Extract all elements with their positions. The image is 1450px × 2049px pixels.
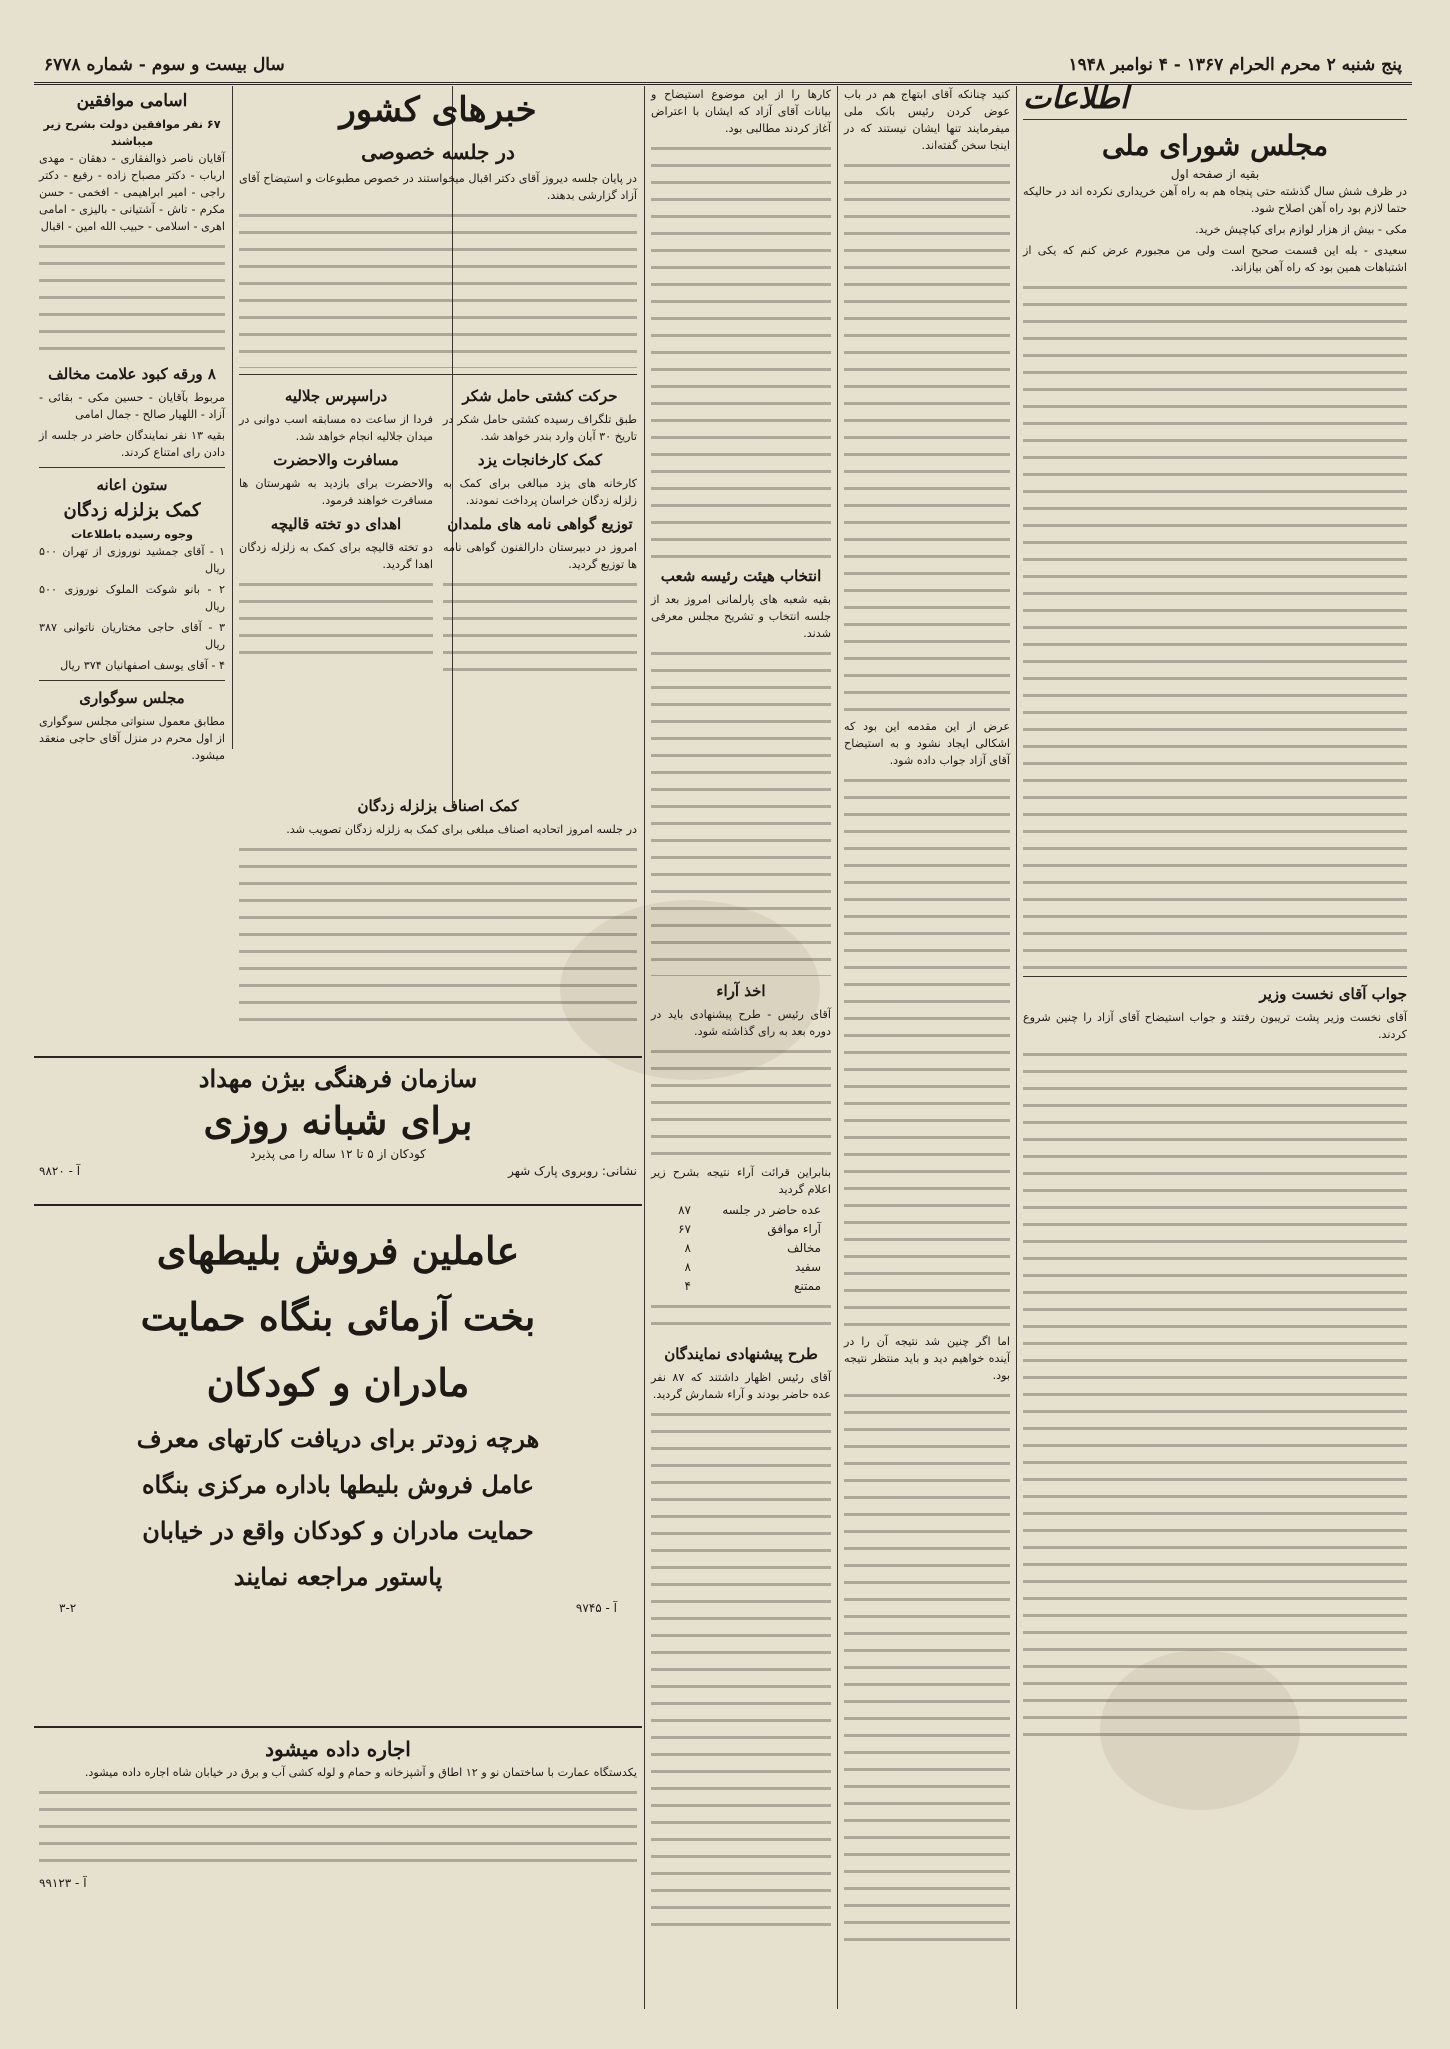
vote-value: ۴ <box>684 1279 691 1293</box>
ehda-title: اهدای دو تخته قالیچه <box>270 515 402 533</box>
ad-lottery-line7: پاستور مراجعه نمایند <box>233 1562 443 1591</box>
text-block <box>1023 1047 1407 1747</box>
text-block <box>651 1407 831 1927</box>
paragraph: کنید چنانکه آقای ابتهاج هم در باب عوض کردن رئیس بانک ملی میفرمایند تنها ایشان نیستند که در اینجا سخن گفته‌اند. <box>844 88 1010 152</box>
harekat-title: حرکت کشتی حامل شکر <box>462 387 618 405</box>
text-block <box>844 773 1010 1333</box>
text-block <box>239 208 637 368</box>
supporters-subtitle: ۶۷ نفر موافقین دولت بشرح زیر میباشند <box>43 118 221 148</box>
paragraph: کارخانه های یزد مبالغی برای کمک به زلزله زدگان خراسان پرداخت نمودند. <box>443 477 637 507</box>
column-divider <box>232 86 233 749</box>
vote-label: سفید <box>794 1260 821 1274</box>
earthquake-aid-title: کمک بزلزله زدگان <box>63 500 201 521</box>
news-title: خبرهای کشور <box>339 90 537 130</box>
opponents-title: ۸ ورقه کبود علامت مخالف <box>48 365 216 383</box>
ad-rent <box>34 1726 642 1976</box>
news-subcolumns <box>239 381 637 677</box>
masthead-issue: سال بیست و سوم - شماره ۶۷۷۸ <box>44 55 285 75</box>
paragraph: بقیه شعبه های پارلمانی امروز بعد از جلسه انتخاب و تشریح مجلس معرفی شدند. <box>651 593 831 640</box>
text-block <box>443 577 637 677</box>
text-block <box>651 1044 831 1164</box>
paragraph: عرض از این مقدمه این بود که اشکالی ایجاد نشود و به استیضاح آقای آزاد جواب داده شود. <box>844 720 1010 767</box>
donation-item: ۴ - آقای یوسف اصفهانیان ۳۷۴ ریال <box>60 659 225 672</box>
ad-rent-title: اجاره داده میشود <box>265 1737 411 1761</box>
parliament-title: مجلس شورای ملی <box>1101 129 1329 162</box>
ad-rent-phone: آ - ۹۹۱۲۳ <box>39 1876 87 1890</box>
donation-subtitle: وجوه رسیده باطلاعات <box>70 528 194 541</box>
column-parliament <box>1018 81 1412 2009</box>
komak-title: کمک کارخانجات یزد <box>477 451 603 469</box>
fayz-title: دراسپرس جلالیه <box>284 387 388 405</box>
ad-culture-line1: سازمان فرهنگی بیژن مهداد <box>198 1064 478 1093</box>
news-subtitle: در جلسه خصوصی <box>361 140 515 164</box>
paragraph: اما اگر چنین شد نتیجه آن را در آینده خواهیم دید و باید منتظر نتیجه بود. <box>844 1335 1010 1382</box>
ad-lottery-line1: عاملین فروش بلیطهای <box>156 1228 520 1273</box>
paragraph: سعیدی - بله این قسمت صحیح است ولی من مجبورم عرض کنم که یکی از اشتباهات همین بود که راه آهن بیازاند. <box>1023 244 1407 274</box>
paragraph: طبق تلگراف رسیده کشتی حامل شکر در تاریخ ۳۰ آبان وارد بندر خواهد شد. <box>443 413 637 443</box>
ad-lottery-code-left: ۳-۲ <box>59 1601 77 1615</box>
votes-header: بنابراین قرائت آراء نتیجه بشرح زیر اعلام گردید <box>651 1166 831 1196</box>
text-block <box>39 1785 637 1875</box>
paragraph: در پایان جلسه دیروز آقای دکتر اقبال میخواستند در خصوص مطبوعات و استیضاح آقای آزاد گزارشی بدهند. <box>239 172 637 202</box>
divider <box>39 467 225 468</box>
donation-column-title: ستون اعانه <box>96 476 168 494</box>
ad-lottery-line2: بخت آزمائی بنگاه حمایت <box>140 1294 536 1339</box>
supporters-title: اسامی موافقین <box>76 91 188 111</box>
paragraph: امروز در دبیرستان دارالفنون گواهی نامه ها توزیع گردید. <box>443 541 637 571</box>
text-block <box>844 1388 1010 1948</box>
paragraph: آقای رئیس اظهار داشتند که ۸۷ نفر عده حاضر بودند و آراء شمارش گردید. <box>651 1371 831 1401</box>
paragraph: مکی - بیش از هزار لوازم برای کیاچیش خرید. <box>1195 223 1407 236</box>
paragraph: مطابق معمول سنواتی مجلس سوگواری از اول محرم در منزل آقای حاجی منعقد میشود. <box>39 715 225 762</box>
ad-culture <box>34 1056 642 1206</box>
parliament-subtitle: بقیه از صفحه اول <box>1170 167 1260 181</box>
column-supporters <box>34 86 230 762</box>
divider <box>1023 976 1407 977</box>
supporters-names: آقایان ناصر ذوالفقاری - دهقان - مهدی ارباب - دکتر مصباح زاده - رفیع - دکتر راجی - امیر ابراهیمی - افخمی - حسن مکرم - تاش - آشتیانی - بالیزی - امامی اهری - اسلامی - حبیب الله امین - اقبال <box>39 152 225 233</box>
news-subcolumn <box>239 381 433 677</box>
divider <box>1023 119 1407 120</box>
vote-value: ۸ <box>684 1241 691 1255</box>
paragraph: در جلسه امروز اتحادیه اصناف مبلغی برای کمک به زلزله زدگان تصویب شد. <box>286 823 637 836</box>
column-news-lower <box>234 791 642 1046</box>
ad-culture-footer <box>39 1163 637 1180</box>
ad-culture-line4: نشانی: روبروی پارک شهر <box>507 1164 637 1178</box>
column-parliament-cont <box>839 86 1015 2009</box>
column-divider <box>1016 86 1017 2009</box>
text-block <box>1023 280 1407 970</box>
votes-table <box>661 1202 821 1295</box>
columns-grid <box>34 81 1412 2009</box>
paragraph: دو تخته قالیچه برای کمک به زلزله زدگان اهدا گردید. <box>239 541 433 571</box>
masthead <box>34 48 1412 85</box>
column-divider <box>644 86 645 2009</box>
vote-label: آراء موافق <box>767 1222 821 1236</box>
vote-value: ۸ <box>684 1260 691 1274</box>
ad-culture-line2: برای شبانه روزی <box>203 1098 473 1143</box>
ad-culture-line3: کودکان از ۵ تا ۱۲ ساله را می پذیرد <box>250 1147 426 1161</box>
column-divider <box>837 86 838 2009</box>
akhz-title: اخذ آراء <box>716 982 766 1000</box>
masthead-date: پنج شنبه ۲ محرم الحرام ۱۳۶۷ - ۴ نوامبر ۱۹۴۸ <box>1068 55 1402 75</box>
tozi-title: توزیع گواهی نامه های ملمدان <box>447 515 633 533</box>
paragraph: کارها را از این موضوع استیضاح و بیانات آقای آزاد که ایشان با اعتراض آغاز کردند مطالبی بود. <box>651 88 831 135</box>
text-block <box>39 239 225 359</box>
divider <box>239 374 637 375</box>
pm-answer-title: جواب آقای نخست وزیر <box>1259 985 1407 1003</box>
text-block <box>844 158 1010 718</box>
tarh-title: طرح پیشنهادی نمایندگان <box>664 1345 818 1363</box>
paragraph: در ظرف شش سال گذشته حتی پنجاه هم به راه آهن خریداری نکرده اند در حالیکه حتما لازم بود راه آهن اصلاح شود. <box>1023 185 1407 215</box>
newspaper-logo: اطلاعات <box>1023 81 1129 116</box>
paragraph: مربوط بآقایان - حسین مکی - بقائی - آزاد - اللهیار صالح - جمال امامی <box>39 391 225 421</box>
mourning-title: مجلس سوگواری <box>79 689 185 707</box>
vote-label: ممتنع <box>794 1279 821 1293</box>
donation-item: ۱ - آقای جمشید نوروزی از تهران ۵۰۰ ریال <box>39 545 225 575</box>
ad-lottery-line3: مادران و کودکان <box>206 1360 470 1405</box>
divider <box>39 680 225 681</box>
ad-lottery-line5: عامل فروش بلیطها باداره مرکزی بنگاه <box>141 1470 535 1499</box>
ad-rent-text: یکدستگاه عمارت با ساختمان نو و ۱۲ اطاق و آشپزخانه و حمام و لوله کشی آب و برق در خیابان شاه اجاره داده میشود. <box>84 1766 637 1779</box>
zelzele-title: کمک اصناف بزلزله زدگان <box>357 797 519 815</box>
ad-culture-phone: آ - ۹۸۲۰ <box>39 1164 81 1178</box>
donation-item: ۳ - آقای حاجی مختاریان ناتوانی ۳۸۷ ریال <box>39 621 225 651</box>
paragraph: آقای رئیس - طرح پیشنهادی باید در دوره بعد به رای گذاشته شود. <box>651 1008 831 1038</box>
ad-lottery-line4: هرچه زودتر برای دریافت کارتهای معرف <box>136 1424 540 1453</box>
text-block <box>239 577 433 657</box>
paragraph: والاحضرت برای بازدید به شهرستان ها مسافرت خواهند فرمود. <box>239 477 433 507</box>
text-block <box>239 842 637 1032</box>
news-subcolumn <box>443 381 637 677</box>
column-votes <box>646 86 836 2009</box>
ad-lottery-codes <box>39 1600 637 1617</box>
vote-label: مخالف <box>787 1241 821 1255</box>
ad-lottery-line6: حمایت مادران و کودکان واقع در خیابان <box>142 1516 534 1545</box>
ad-lottery <box>34 1212 642 1712</box>
text-block <box>651 1299 831 1339</box>
text-block <box>651 141 831 561</box>
column-news <box>234 86 642 786</box>
vote-value: ۸۷ <box>678 1203 691 1217</box>
donation-item: ۲ - بانو شوکت الملوک نوروزی ۵۰۰ ریال <box>39 583 225 613</box>
ad-lottery-code-right: آ - ۹۷۴۵ <box>575 1601 617 1615</box>
vote-label: عده حاضر در جلسه <box>722 1203 821 1217</box>
paragraph: آقای نخست وزیر پشت تریبون رفتند و جواب استیضاح آقای آزاد را چنین شروع کردند. <box>1023 1011 1407 1041</box>
entekhab-title: انتخاب هیئت رئیسه شعب <box>660 567 822 585</box>
mosafer-title: مسافرت والاحضرت <box>273 451 399 469</box>
vote-value: ۶۷ <box>678 1222 691 1236</box>
paragraph: بقیه ۱۳ نفر نمایندگان حاضر در جلسه از دادن رای امتناع کردند. <box>39 429 225 459</box>
text-block <box>651 646 831 976</box>
paragraph: فردا از ساعت ده مسابقه اسب دوانی در میدان جلالیه انجام خواهد شد. <box>239 413 433 443</box>
